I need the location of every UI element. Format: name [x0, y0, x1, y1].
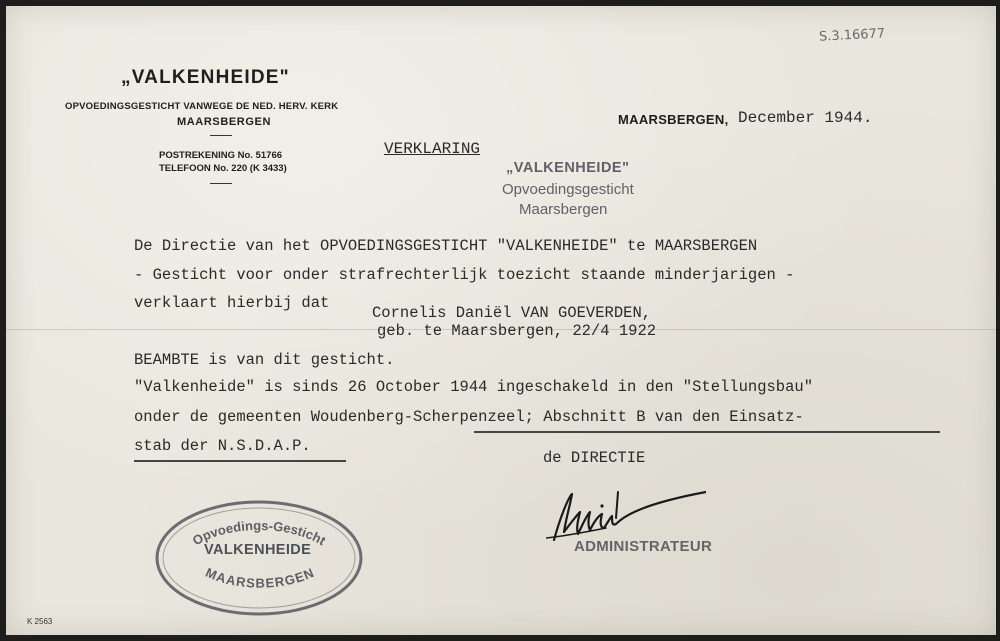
stamp-top-institution: Opvoedingsgesticht [502, 181, 634, 198]
body-line-3: verklaart hierbij dat [134, 294, 330, 312]
letterhead-subtitle: OPVOEDINGSGESTICHT VANWEGE DE NED. HERV. KERK [65, 101, 339, 112]
person-birth: geb. te Maarsbergen, 22/4 1922 [377, 322, 657, 340]
letterhead-city: MAARSBERGEN [177, 116, 271, 128]
oval-stamp-top-text: Opvoedings-Gesticht [189, 517, 329, 549]
stamp-top-name: „VALKENHEIDE" [506, 160, 630, 176]
letterhead-phone: TELEFOON No. 220 (K 3433) [159, 163, 287, 174]
body-line-7: onder de gemeenten Woudenberg-Scherpenzeel; Abschnitt B van den Einsatz- [134, 408, 804, 426]
person-name: Cornelis Daniël VAN GOEVERDEN, [372, 304, 652, 322]
stamp-top-city: Maarsbergen [519, 201, 608, 218]
date-text: December 1944. [738, 109, 873, 127]
place-label: MAARSBERGEN, [618, 112, 729, 127]
oval-stamp-middle-text: VALKENHEIDE [204, 542, 312, 558]
body-line-1: De Directie van het OPVOEDINGSGESTICHT "VALKENHEIDE" te MAARSBERGEN [134, 237, 758, 255]
underline-einsatzstab [134, 460, 346, 462]
oval-stamp [153, 498, 365, 618]
letterhead-divider [210, 135, 232, 136]
body-line-8: stab der N.S.D.A.P. [134, 437, 311, 455]
document-title: VERKLARING [384, 140, 481, 158]
underline-abschnitt [474, 431, 940, 433]
letterhead-account: POSTREKENING No. 51766 [159, 150, 283, 161]
document-paper [6, 6, 996, 635]
body-line-6: "Valkenheide" is sinds 26 October 1944 ingeschakeld in den "Stellungsbau" [134, 378, 814, 396]
body-line-5: BEAMBTE is van dit gesticht. [134, 351, 395, 369]
letterhead-name: „VALKENHEIDE" [121, 67, 290, 88]
oval-stamp-bottom-text: MAARSBERGEN [203, 564, 317, 591]
svg-text:MAARSBERGEN [203, 565, 316, 591]
handwritten-reference-number: S.3.16677 [818, 26, 886, 45]
administrator-stamp: ADMINISTRATEUR [574, 538, 713, 555]
body-line-2: - Gesticht voor onder strafrechterlijk toezicht staande minderjarigen - [134, 266, 795, 284]
form-code: K 2563 [27, 617, 53, 626]
letterhead-divider-bottom [210, 183, 232, 184]
signoff-text: de DIRECTIE [543, 449, 646, 467]
